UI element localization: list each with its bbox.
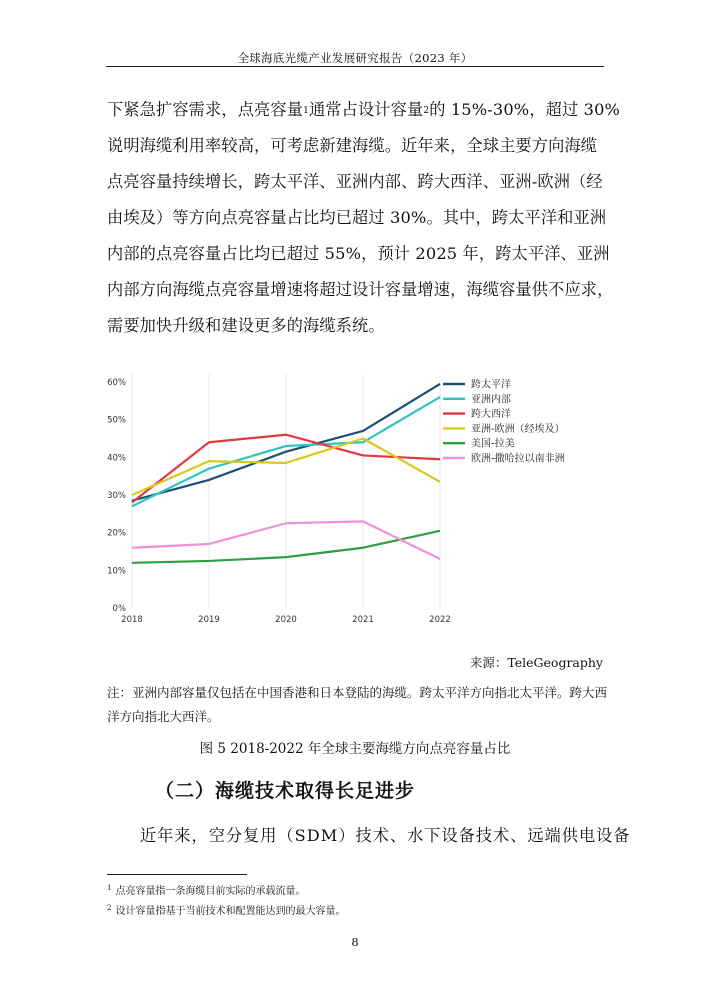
footnote-number: 1 bbox=[107, 883, 112, 892]
footnote-1 bbox=[107, 882, 305, 897]
figure-caption: 图 5 2018-2022 年全球主要海缆方向点亮容量占比 bbox=[199, 741, 511, 757]
x-tick-label: 2019 bbox=[198, 615, 220, 625]
body-line-3: 点亮容量持续增长，跨太平洋、亚洲内部、跨大西洋、亚洲-欧洲（经 bbox=[107, 172, 603, 191]
page-number: 8 bbox=[351, 935, 359, 949]
footnote-2 bbox=[107, 902, 345, 917]
body-text: 通常占设计容量 bbox=[308, 100, 424, 119]
body-line-4: 由埃及）等方向点亮容量占比均已超过 30%。其中，跨太平洋和亚洲 bbox=[107, 208, 607, 227]
body-text: 的 15%-30%，超过 30% bbox=[429, 100, 621, 119]
legend-label: 美国-拉美 bbox=[471, 438, 515, 450]
figure-note-line-2: 洋方向指北大西洋。 bbox=[107, 709, 220, 724]
body-line-7: 需要加快升级和建设更多的海缆系统。 bbox=[107, 316, 385, 335]
body-text: 下紧急扩容需求，点亮容量 bbox=[107, 100, 304, 119]
x-tick-label: 2022 bbox=[429, 615, 451, 625]
y-tick-label: 0% bbox=[112, 604, 126, 614]
body-line-section: 近年来，空分复用（SDM）技术、水下设备技术、远端供电设备 bbox=[140, 826, 631, 845]
footnote-text: 设计容量指基于当前技术和配置能达到的最大容量。 bbox=[115, 906, 346, 917]
y-tick-label: 60% bbox=[107, 378, 126, 388]
footnote-text: 点亮容量指一条海缆目前实际的承载流量。 bbox=[115, 886, 306, 897]
x-tick-label: 2021 bbox=[352, 615, 374, 625]
legend-label: 欧洲-撒哈拉以南非洲 bbox=[471, 453, 565, 465]
y-tick-label: 50% bbox=[107, 415, 126, 426]
legend-label: 亚洲内部 bbox=[471, 394, 511, 406]
figure-source: 来源：TeleGeography bbox=[469, 655, 603, 670]
footnote-number: 2 bbox=[107, 903, 112, 912]
body-line-1 bbox=[107, 96, 620, 120]
body-line-5: 内部的点亮容量占比均已超过 55%，预计 2025 年，跨太平洋、亚洲 bbox=[107, 244, 610, 263]
running-header: 全球海底光缆产业发展研究报告（2023 年） bbox=[237, 51, 473, 65]
y-tick-label: 40% bbox=[107, 453, 126, 464]
footnote-ref-2[interactable]: 2 bbox=[423, 106, 430, 116]
body-line-6: 内部方向海缆点亮容量增速将超过设计容量增速，海缆容量供不应求， bbox=[107, 280, 614, 299]
figure-note-line-1: 注：亚洲内部容量仅包括在中国香港和日本登陆的海缆。跨太平洋方向指北太平洋。跨大西 bbox=[107, 685, 608, 700]
body-line-2: 说明海缆利用率较高，可考虑新建海缆。近年来，全球主要方向海缆 bbox=[107, 136, 598, 155]
legend-label: 跨太平洋 bbox=[471, 379, 511, 391]
line-chart bbox=[100, 368, 610, 633]
y-tick-label: 10% bbox=[107, 566, 126, 577]
y-tick-label: 20% bbox=[107, 528, 126, 539]
header-rule bbox=[106, 66, 604, 67]
x-tick-label: 2018 bbox=[121, 615, 143, 625]
legend-label: 跨大西洋 bbox=[471, 409, 511, 421]
footnote-ref-1[interactable]: 1 bbox=[303, 106, 309, 116]
y-tick-label: 30% bbox=[107, 491, 126, 501]
legend-label: 亚洲-欧洲（经埃及） bbox=[471, 423, 565, 435]
x-tick-label: 2020 bbox=[275, 615, 297, 625]
footnote-rule bbox=[107, 874, 247, 875]
section-heading: （二）海缆技术取得长足进步 bbox=[155, 780, 416, 802]
